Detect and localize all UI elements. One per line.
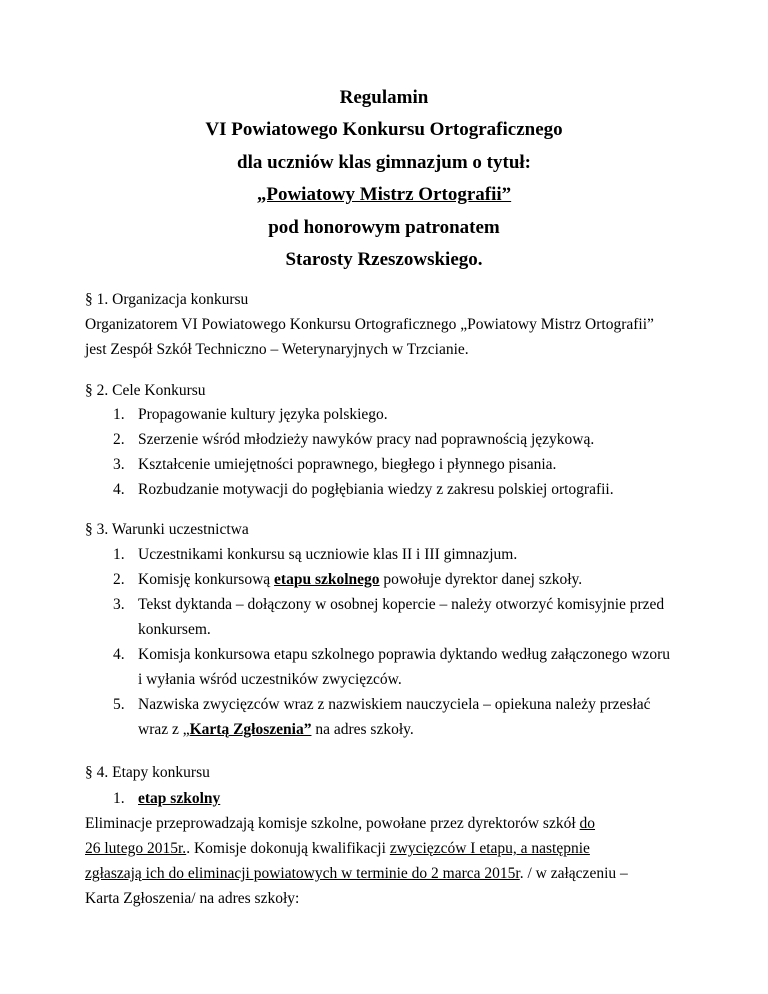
- underlined-text: zgłaszają ich do eliminacji powiatowych w terminie do 2 marca 2015r: [85, 865, 520, 882]
- list-number: 5.: [113, 696, 125, 713]
- stage-text-line2: [85, 838, 590, 860]
- list-number: 1.: [113, 546, 125, 563]
- contest-audience: dla uczniów klas gimnazjum o tytuł:: [237, 152, 531, 173]
- list-number: 1.: [113, 790, 125, 807]
- stage-text-line1: [85, 813, 595, 835]
- stage-text-line3: [85, 863, 628, 885]
- list-number: 3.: [113, 456, 125, 473]
- patronage-line: pod honorowym patronatem: [268, 217, 500, 238]
- list-number: 4.: [113, 646, 125, 663]
- list-item: Nazwiska zwycięzców wraz z nazwiskiem nauczyciela – opiekuna należy przesłać: [138, 696, 651, 713]
- contest-name: VI Powiatowego Konkursu Ortograficznego: [205, 119, 563, 140]
- section-1-heading: § 1. Organizacja konkursu: [85, 291, 249, 308]
- list-item: [138, 569, 582, 591]
- list-item: Uczestnikami konkursu są uczniowie klas II i III gimnazjum.: [138, 546, 518, 563]
- item-text: powołuje dyrektor danej szkoły.: [379, 571, 583, 588]
- list-item-continuation: i wyłania wśród uczestników zwycięzców.: [138, 671, 402, 688]
- paragraph-text: Eliminacje przeprowadzają komisje szkolne, powołane przez dyrektorów szkół: [85, 815, 580, 832]
- stage-label: etap szkolny: [138, 790, 221, 807]
- list-item: Kształcenie umiejętności poprawnego, biegłego i płynnego pisania.: [138, 456, 557, 473]
- paragraph-text: . Komisje dokonują kwalifikacji: [186, 840, 390, 857]
- patron-name: Starosty Rzeszowskiego.: [285, 249, 483, 270]
- section-1-text-line2: jest Zespół Szkół Techniczno – Weterynaryjnych w Trzcianie.: [85, 341, 469, 358]
- form-name: Kartą Zgłoszenia”: [189, 721, 312, 738]
- deadline-date: 26 lutego 2015r.: [85, 840, 187, 857]
- list-item-continuation: konkursem.: [138, 621, 211, 638]
- list-number: 3.: [113, 596, 125, 613]
- list-item: Tekst dyktanda – dołączony w osobnej kopercie – należy otworzyć komisyjnie przed: [138, 596, 665, 613]
- item-text: wraz z „: [138, 721, 190, 738]
- list-item: Rozbudzanie motywacji do pogłębiania wiedzy z zakresu polskiej ortografii.: [138, 481, 614, 498]
- paragraph-text: . / w załączeniu –: [519, 865, 628, 882]
- emphasis-text: etapu szkolnego: [274, 571, 380, 588]
- contest-title: „Powiatowy Mistrz Ortografii”: [256, 184, 512, 205]
- section-2-heading: § 2. Cele Konkursu: [85, 382, 206, 399]
- document-title: Regulamin: [339, 87, 429, 108]
- list-item: Komisja konkursowa etapu szkolnego poprawia dyktando według załączonego wzoru: [138, 646, 671, 663]
- list-number: 4.: [113, 481, 125, 498]
- item-text: na adres szkoły.: [311, 721, 414, 738]
- list-number: 1.: [113, 406, 125, 423]
- underlined-text: zwycięzców I etapu, a następnie: [389, 840, 590, 857]
- section-1-text-line1: Organizatorem VI Powiatowego Konkursu Ortograficznego „Powiatowy Mistrz Ortografii”: [85, 316, 654, 333]
- stage-text-line4: Karta Zgłoszenia/ na adres szkoły:: [85, 890, 300, 907]
- list-item: Propagowanie kultury języka polskiego.: [138, 406, 388, 423]
- list-item-continuation: [138, 719, 414, 741]
- section-4-heading: § 4. Etapy konkursu: [85, 764, 210, 781]
- deadline-text: do: [579, 815, 596, 832]
- list-number: 2.: [113, 431, 125, 448]
- item-text: Komisję konkursową: [138, 571, 275, 588]
- section-3-heading: § 3. Warunki uczestnictwa: [85, 521, 249, 538]
- list-number: 2.: [113, 571, 125, 588]
- list-item: Szerzenie wśród młodzieży nawyków pracy nad poprawnością językową.: [138, 431, 595, 448]
